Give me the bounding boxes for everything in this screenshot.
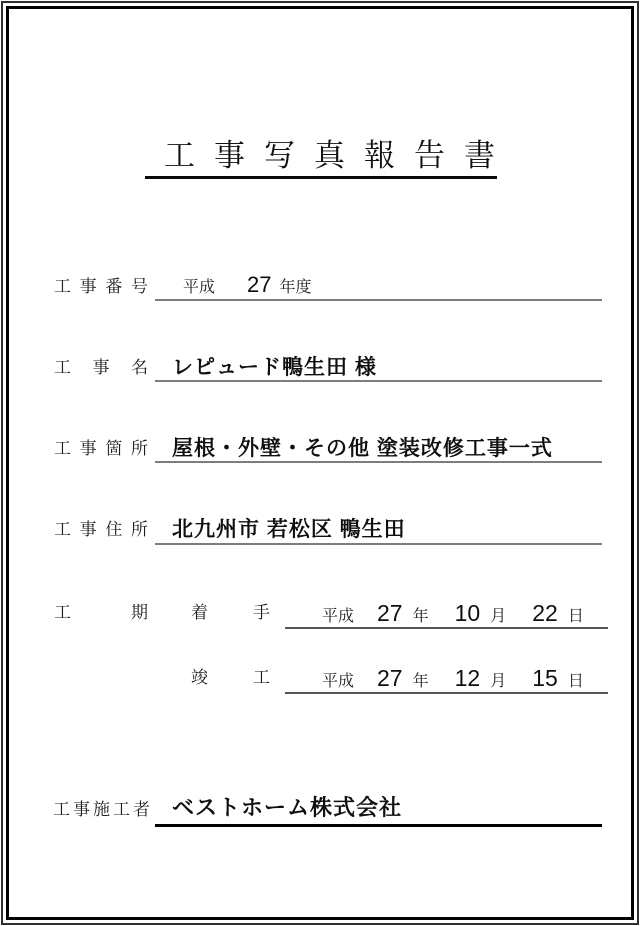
underline-location — [155, 461, 602, 463]
field-label-address: 工事住所 — [54, 520, 148, 539]
field-value-number — [183, 272, 312, 298]
underline-period-start — [285, 627, 608, 629]
day-number: 15 — [532, 665, 558, 691]
underline-contractor — [155, 824, 602, 827]
day-number: 22 — [532, 600, 558, 626]
field-value-location: 屋根・外壁・その他 塗装改修工事一式 — [172, 437, 553, 460]
day-unit: 日 — [567, 608, 584, 625]
field-label-number: 工事番号 — [54, 277, 148, 296]
field-value-contractor: ベストホーム株式会社 — [172, 795, 403, 820]
underline-number — [155, 299, 602, 301]
page-title: 工事写真報告書 — [145, 135, 497, 179]
era-text: 平成 — [322, 608, 355, 625]
underline-period-end — [285, 692, 608, 694]
field-value-period-end — [322, 665, 584, 692]
field-label-period-end: 竣工 — [191, 668, 270, 687]
field-label-contractor: 工事施工者 — [53, 800, 150, 819]
era-text: 平成 — [183, 279, 216, 296]
field-value-name: レピュード鴨生田 様 — [172, 356, 377, 379]
field-label-location: 工事箇所 — [54, 439, 148, 458]
year-unit: 年 — [412, 673, 429, 690]
year-number: 27 — [377, 665, 403, 691]
month-unit: 月 — [490, 673, 507, 690]
year-number: 27 — [377, 600, 403, 626]
field-value-address: 北九州市 若松区 鴨生田 — [172, 518, 406, 541]
year-number: 27 — [247, 272, 272, 297]
year-unit: 年 — [412, 608, 429, 625]
field-value-period-start — [322, 600, 584, 627]
field-label-period-start: 着手 — [191, 603, 270, 622]
field-label-period: 工期 — [54, 603, 148, 622]
month-number: 12 — [454, 665, 481, 691]
year-unit: 年度 — [279, 279, 312, 296]
underline-name — [155, 380, 602, 382]
era-text: 平成 — [322, 673, 355, 690]
underline-address — [155, 543, 602, 545]
month-number: 10 — [454, 600, 481, 626]
day-unit: 日 — [567, 673, 584, 690]
month-unit: 月 — [490, 608, 507, 625]
field-label-name: 工事名 — [54, 358, 148, 377]
